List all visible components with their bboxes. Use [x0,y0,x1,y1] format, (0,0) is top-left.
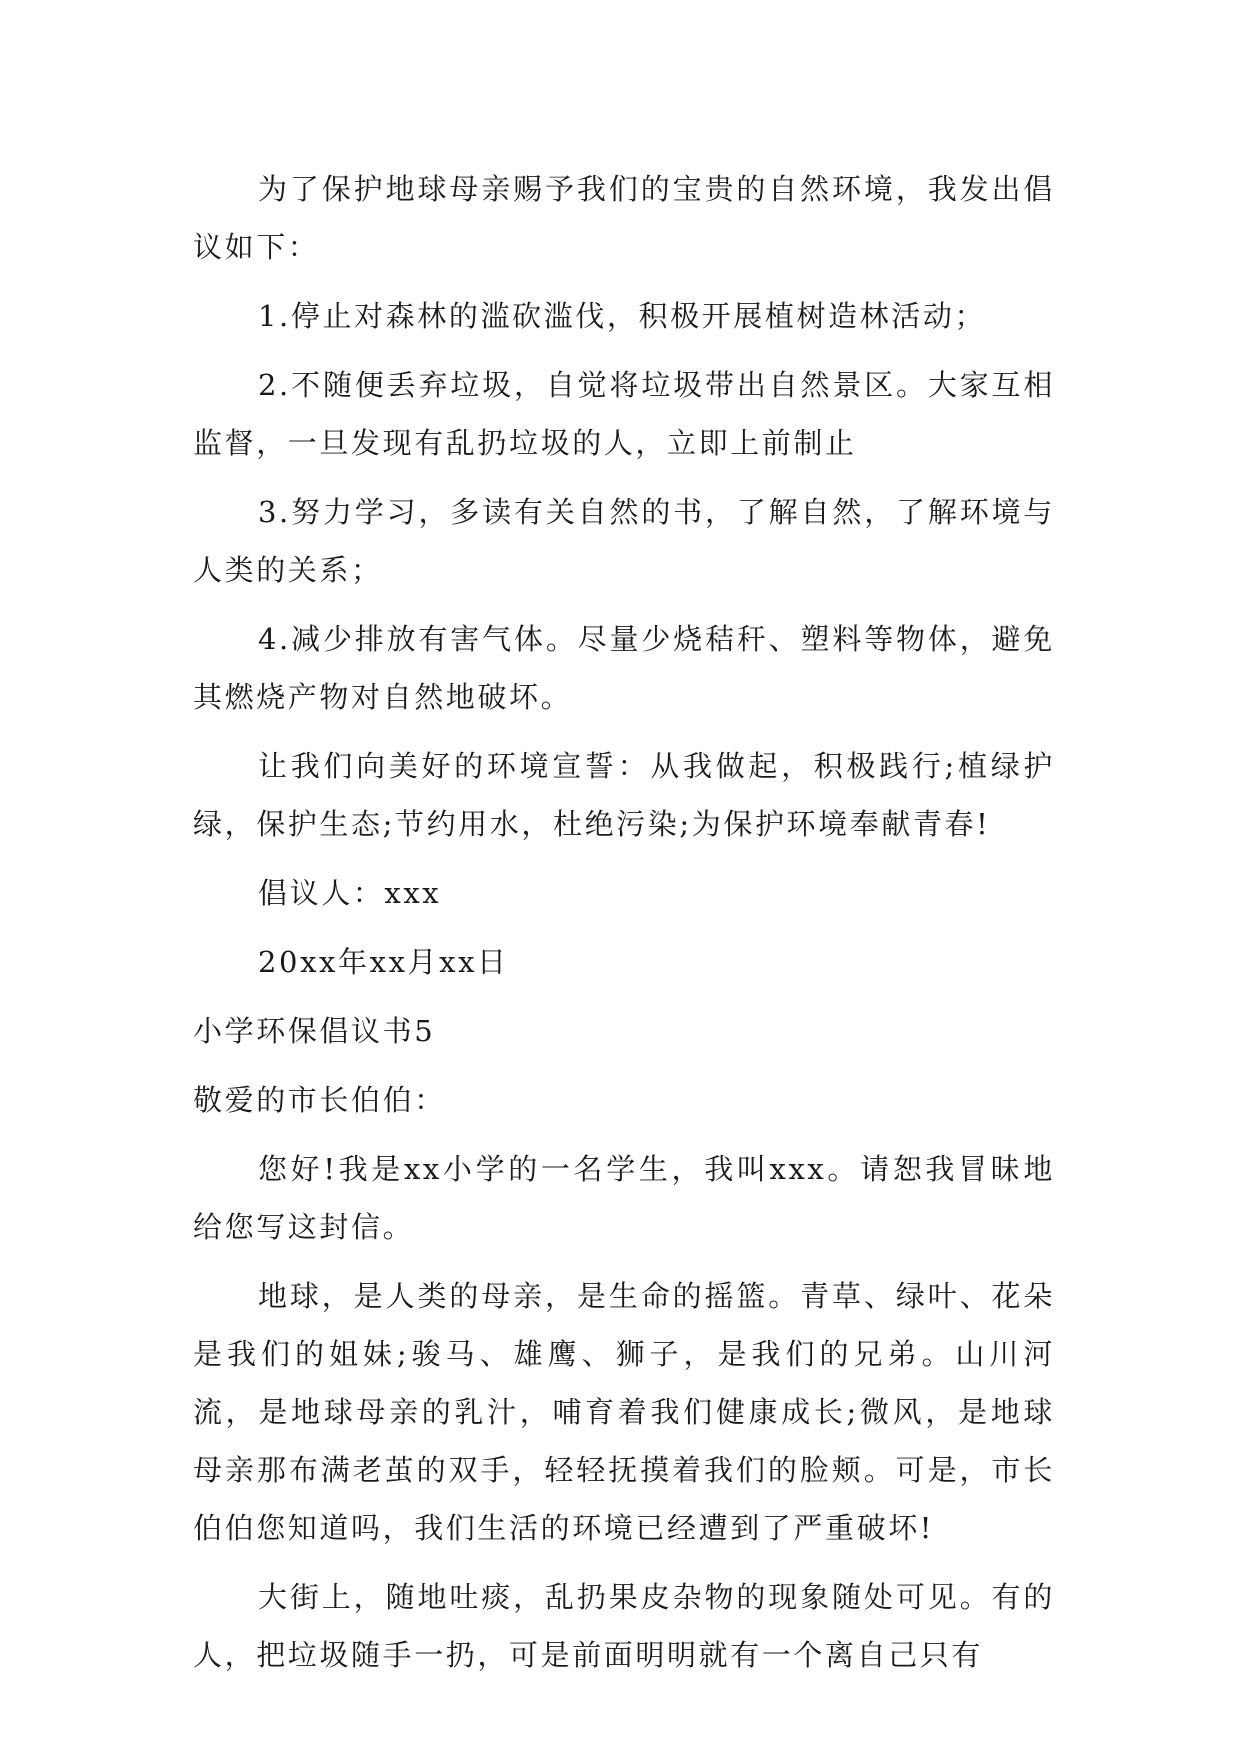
paragraph-item-2: 2.不随便丢弃垃圾，自觉将垃圾带出自然景区。大家互相监督，一旦发现有乱扔垃圾的人，立即上前制止 [193,368,1055,460]
paragraph-pledge: 让我们向美好的环境宣誓：从我做起，积极践行;植绿护绿，保护生态;节约用水，杜绝污染;为保护环境奉献青春! [193,749,1055,841]
paragraph-item-1: 1.停止对森林的滥砍滥伐，积极开展植树造林活动； [258,299,987,333]
paragraph-item-4: 4.减少排放有害气体。尽量少烧秸秆、塑料等物体，避免其燃烧产物对自然地破坏。 [193,622,1055,714]
paragraph-intro: 为了保护地球母亲赐予我们的宝贵的自然环境，我发出倡议如下： [193,172,1055,264]
paragraph-earth: 地球，是人类的母亲，是生命的摇篮。青草、绿叶、花朵是我们的姐妹;骏马、雄鹰、狮子，是我们的兄弟。山川河流，是地球母亲的乳汁，哺育着我们健康成长;微风，是地球母亲那布满老茧的双手，轻轻抚摸着我们的脸颊。可是，市长伯伯您知道吗，我们生活的环境已经遭到了严重破坏! [193,1279,1055,1545]
paragraph-item-3: 3.努力学习，多读有关自然的书，了解自然，了解环境与人类的关系； [193,495,1055,587]
paragraph-street: 大街上，随地吐痰，乱扔果皮杂物的现象随处可见。有的人，把垃圾随手一扔，可是前面明明就有一个离自己只有 [193,1580,1055,1672]
section-heading: 小学环保倡议书5 [193,1014,436,1048]
paragraph-greeting: 您好!我是xx小学的一名学生，我叫xxx。请恕我冒昧地给您写这封信。 [193,1152,1055,1244]
signature-line: 倡议人：xxx [258,876,442,910]
letter-salutation: 敬爱的市长伯伯： [193,1083,446,1117]
date-line: 20xx年xx月xx日 [258,945,509,979]
document-body [193,160,1055,1695]
